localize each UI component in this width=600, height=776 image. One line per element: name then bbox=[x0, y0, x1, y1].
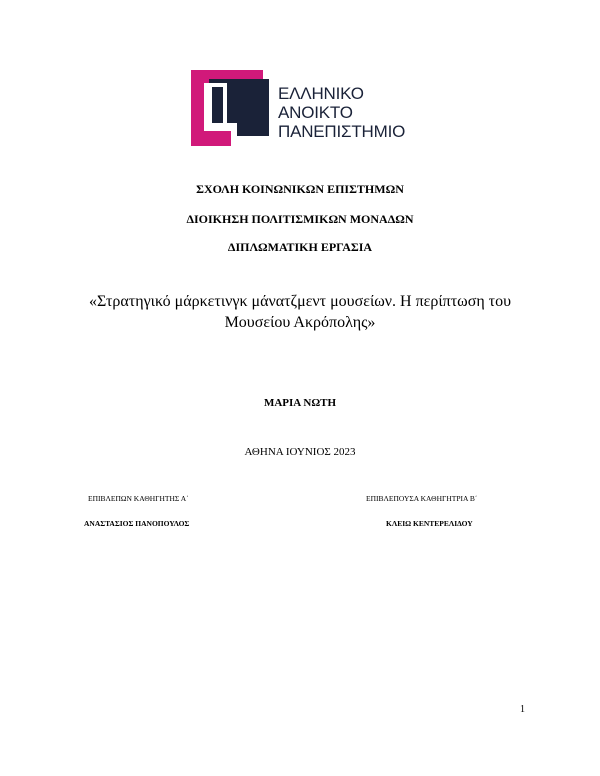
thesis-title-line-2: Μουσείου Ακρόπολης» bbox=[224, 314, 376, 331]
university-logo bbox=[191, 70, 421, 150]
logo-line-1: ΕΛΛΗΝΙΚΟ bbox=[278, 84, 364, 103]
author-name: ΜΑΡΙΑ ΝΩΤΗ bbox=[263, 397, 337, 409]
university-logo-wordmark bbox=[278, 84, 405, 141]
university-logo-mark bbox=[191, 70, 275, 150]
thesis-title bbox=[60, 291, 540, 333]
page-number: 1 bbox=[520, 704, 525, 715]
logo-line-3: ΠΑΝΕΠΙΣΤΗΜΙΟ bbox=[278, 122, 406, 141]
first-supervisor-role: ΕΠΙΒΛΕΠΩΝ ΚΑΘΗΓΗΤΗΣ Α΄ bbox=[88, 494, 189, 503]
program-heading: ΔΙΟΙΚΗΣΗ ΠΟΛΙΤΙΣΜΙΚΩΝ ΜΟΝΑΔΩΝ bbox=[186, 212, 414, 226]
thesis-title-line-1: «Στρατηγικό μάρκετινγκ μάνατζμεντ μουσείων. Η περίπτωση του bbox=[88, 293, 512, 310]
second-supervisor-role: ΕΠΙΒΛΕΠΟΥΣΑ ΚΑΘΗΓΗΤΡΙΑ Β΄ bbox=[366, 494, 478, 503]
logo-line-2: ΑΝΟΙΚΤΟ bbox=[278, 103, 353, 122]
document-type-heading: ΔΙΠΛΩΜΑΤΙΚΗ ΕΡΓΑΣΙΑ bbox=[227, 240, 373, 254]
school-heading: ΣΧΟΛΗ ΚΟΙΝΩΝΙΚΩΝ ΕΠΙΣΤΗΜΩΝ bbox=[196, 182, 404, 196]
first-supervisor-name: ΑΝΑΣΤΑΣΙΟΣ ΠΑΝΟΠΟΥΛΟΣ bbox=[84, 519, 190, 528]
second-supervisor-name: ΚΛΕΙΩ ΚΕΝΤΕΡΕΛΙΔΟΥ bbox=[386, 519, 473, 528]
submission-date: ΑΘΗΝΑ ΙΟΥΝΙΟΣ 2023 bbox=[244, 446, 356, 458]
